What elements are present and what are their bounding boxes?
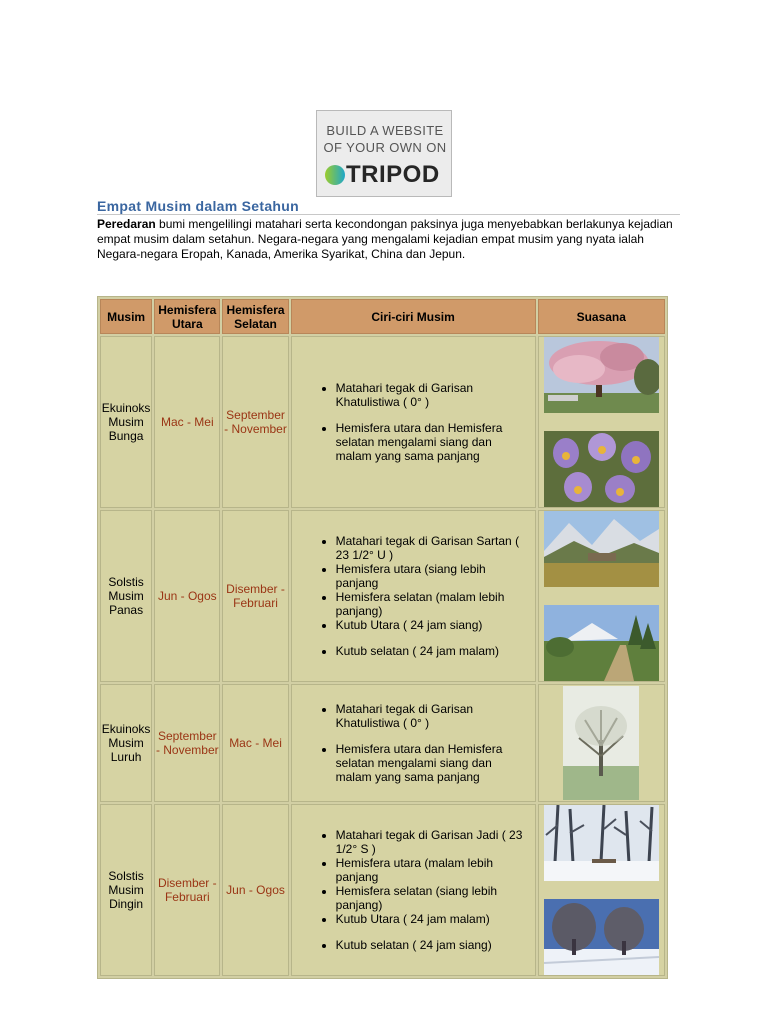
table-header-row [100,299,665,334]
header-hemisfera-selatan: Hemisfera Selatan [222,299,288,334]
tripod-banner[interactable] [316,110,452,197]
trait-item: • Hemisfera utara dan Hemisfera selatan mengalami siang dan malam yang sama panjang [336,742,531,784]
south-months: Mac - Mei [222,684,288,802]
trait-item: • Matahari tegak di Garisan Jadi ( 23 1/2° S ) [336,828,531,856]
south-months: September - November [222,336,288,508]
season-traits [291,336,536,508]
traits-list [292,381,535,463]
intro-bold: Peredaran [97,217,156,231]
north-months: Disember - Februari [154,804,220,976]
snowy-forest-photo [544,805,659,881]
south-months: Jun - Ogos [222,804,288,976]
season-scenes [538,684,665,802]
trait-item: • Kutub selatan ( 24 jam siang) [336,938,531,952]
season-name: Ekuinoks Musim Luruh [100,684,152,802]
header-suasana: Suasana [538,299,665,334]
trait-item: • Matahari tegak di Garisan Khatulistiwa ( 0° ) [336,381,531,409]
season-traits [291,684,536,802]
mountain-path-photo [544,605,659,681]
tripod-logo-icon [325,165,345,185]
mountain-valley-photo [544,511,659,587]
season-name: Solstis Musim Dingin [100,804,152,976]
title-divider [97,214,680,215]
crocus-flowers-photo [544,431,659,507]
table-row [100,804,665,976]
tripod-brand: TRIPOD [346,161,440,188]
snowy-trees-photo [544,899,659,975]
season-scenes [538,804,665,976]
header-ciri-ciri: Ciri-ciri Musim [291,299,536,334]
trait-item: • Hemisfera utara dan Hemisfera selatan mengalami siang dan malam yang sama panjang [336,421,531,463]
trait-item: • Hemisfera utara (siang lebih panjang [336,562,531,590]
trait-item: • Kutub selatan ( 24 jam malam) [336,644,531,658]
table-row [100,336,665,508]
season-name: Solstis Musim Panas [100,510,152,682]
trait-item: • Matahari tegak di Garisan Khatulistiwa ( 0° ) [336,702,531,730]
south-months: Disember - Februari [222,510,288,682]
article-title: Empat Musim dalam Setahun [97,198,299,214]
intro-text: bumi mengelilingi matahari serta kecondongan paksinya juga menyebabkan berlakunya kejadian empat musim dalam setahun. Negara-negara yang mengalami kejadian empat musim yang nyata ialah Negara-negara Eropah, Kanada, Amerika Syarikat, China dan Jepun. [97,217,673,261]
misty-tree-photo [563,686,639,800]
season-traits [291,510,536,682]
trait-item: • Kutub Utara ( 24 jam siang) [336,618,531,632]
north-months: September - November [154,684,220,802]
banner-line2: OF YOUR OWN ON [323,140,447,155]
table-row [100,684,665,802]
trait-item: • Hemisfera utara (malam lebih panjang [336,856,531,884]
header-musim: Musim [100,299,152,334]
trait-item: • Hemisfera selatan (malam lebih panjang) [336,590,531,618]
seasons-table [97,296,668,979]
table-row [100,510,665,682]
traits-list [292,828,535,952]
north-months: Mac - Mei [154,336,220,508]
article-intro [97,217,680,262]
season-scenes [538,336,665,508]
season-name: Ekuinoks Musim Bunga [100,336,152,508]
traits-list [292,702,535,784]
season-scenes [538,510,665,682]
tripod-logo [325,163,440,187]
header-hemisfera-utara: Hemisfera Utara [154,299,220,334]
season-traits [291,804,536,976]
banner-line1: BUILD A WEBSITE [326,123,444,138]
north-months: Jun - Ogos [154,510,220,682]
traits-list [292,534,535,658]
blossom-tree-photo [544,337,659,413]
trait-item: • Hemisfera selatan (siang lebih panjang) [336,884,531,912]
trait-item: • Kutub Utara ( 24 jam malam) [336,912,531,926]
trait-item: • Matahari tegak di Garisan Sartan ( 23 1/2° U ) [336,534,531,562]
